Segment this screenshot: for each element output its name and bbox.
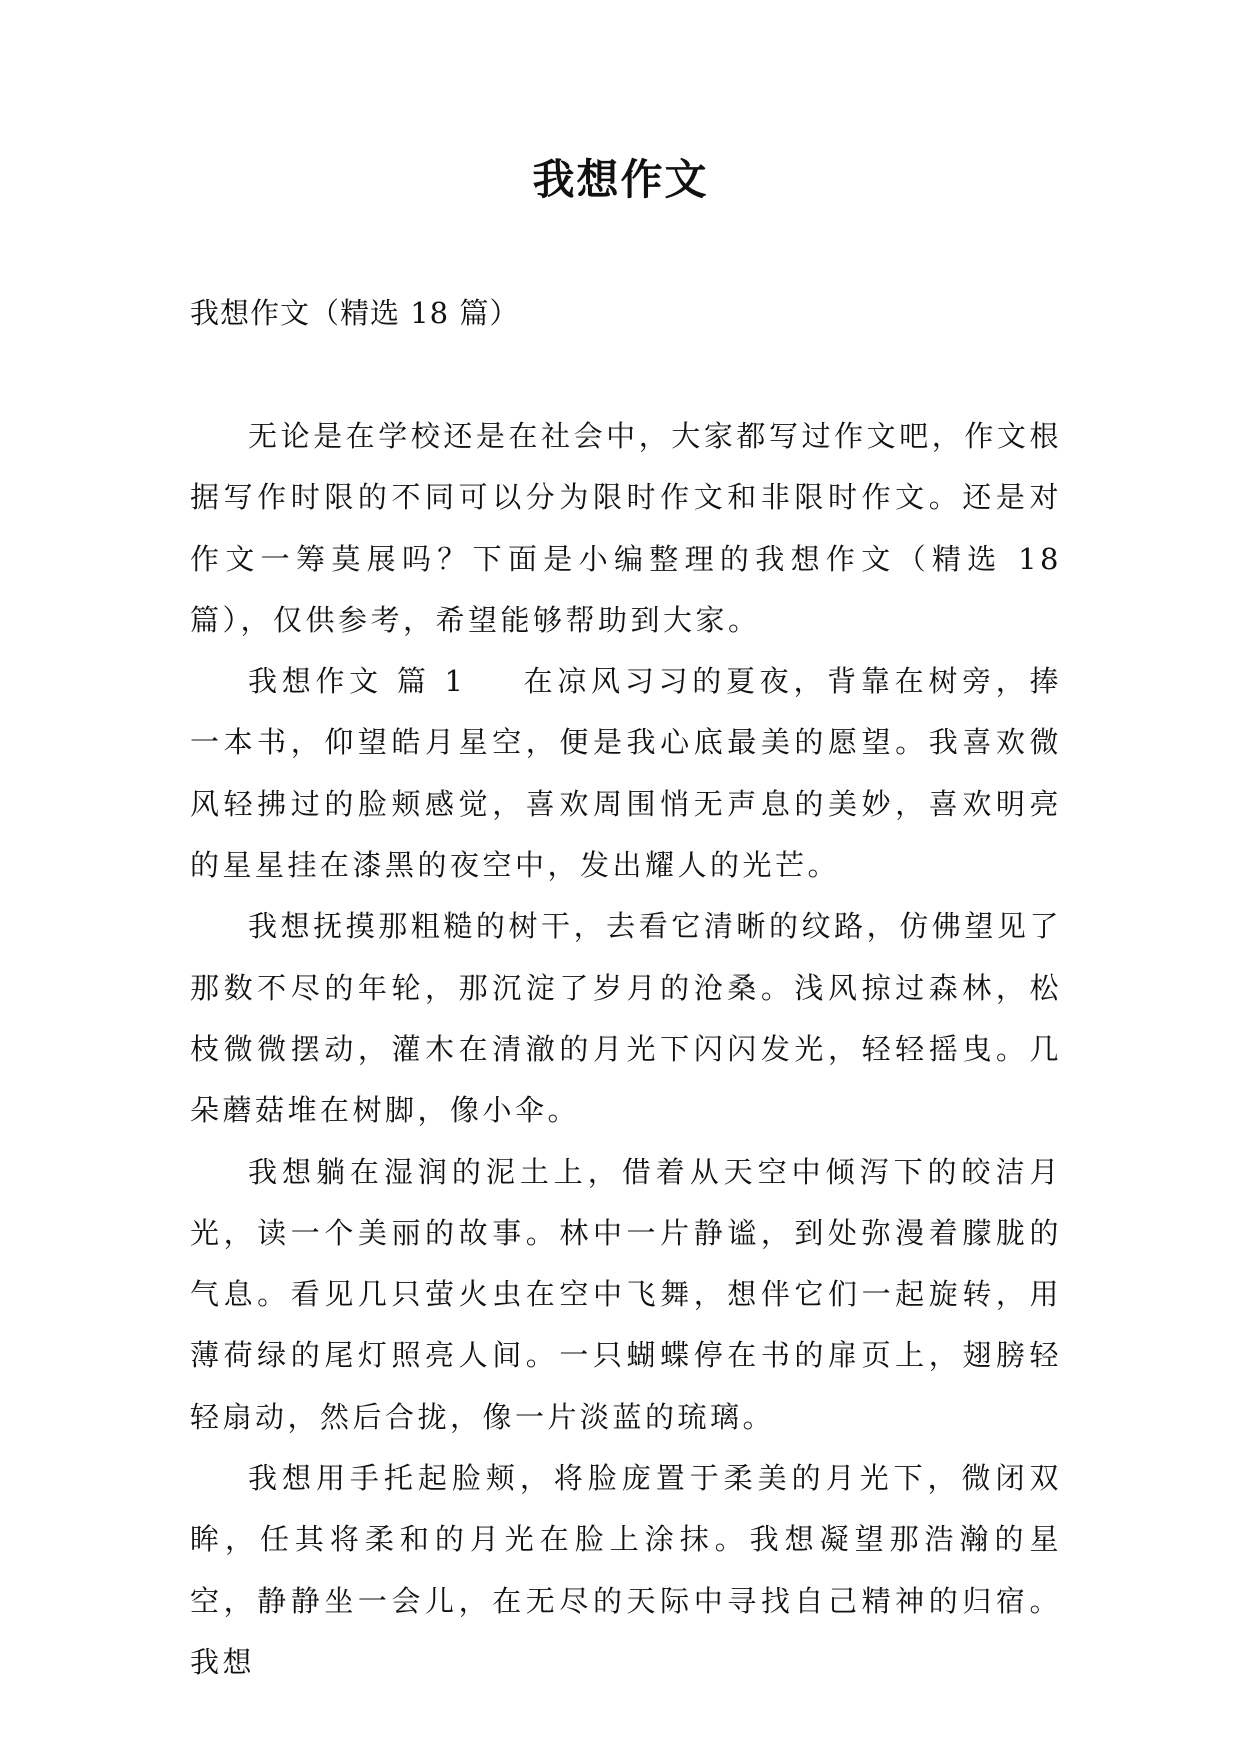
body-paragraph: 我想用手托起脸颊，将脸庞置于柔美的月光下，微闭双眸，任其将柔和的月光在脸上涂抹。我想凝望那浩瀚的星空，静静坐一会儿，在无尽的天际中寻找自己精神的归宿。我想 xyxy=(190,1461,1062,1679)
document-subtitle: 我想作文（精选 18 篇） xyxy=(190,296,520,330)
section-heading: 我想作文 篇 1 xyxy=(248,664,467,699)
document-body xyxy=(190,406,1062,1693)
document-title: 我想作文 xyxy=(532,155,709,204)
intro-paragraph: 无论是在学校还是在社会中，大家都写过作文吧，作文根据写作时限的不同可以分为限时作文和非限时作文。还是对作文一筹莫展吗？下面是小编整理的我想作文（精选 18 篇），仅供参考，希望能够帮助到大家。 xyxy=(190,419,1062,637)
body-paragraph: 我想躺在湿润的泥土上，借着从天空中倾泻下的皎洁月光，读一个美丽的故事。林中一片静谧，到处弥漫着朦胧的气息。看见几只萤火虫在空中飞舞，想伴它们一起旋转，用薄荷绿的尾灯照亮人间。一只蝴蝶停在书的扉页上，翅膀轻轻扇动，然后合拢，像一片淡蓝的琉璃。 xyxy=(190,1154,1062,1434)
section-1-first-paragraph xyxy=(190,651,1062,896)
paragraph-text: 在凉风习习的夏夜，背靠在树旁，捧一本书，仰望皓月星空，便是我心底最美的愿望。我喜欢微风轻拂过的脸颊感觉，喜欢周围悄无声息的美妙，喜欢明亮的星星挂在漆黑的夜空中，发出耀人的光芒。 xyxy=(190,664,1062,883)
body-paragraph: 我想抚摸那粗糙的树干，去看它清晰的纹路，仿佛望见了那数不尽的年轮，那沉淀了岁月的沧桑。浅风掠过森林，松枝微微摆动，灌木在清澈的月光下闪闪发光，轻轻摇曳。几朵蘑菇堆在树脚，像小伞。 xyxy=(190,909,1062,1128)
